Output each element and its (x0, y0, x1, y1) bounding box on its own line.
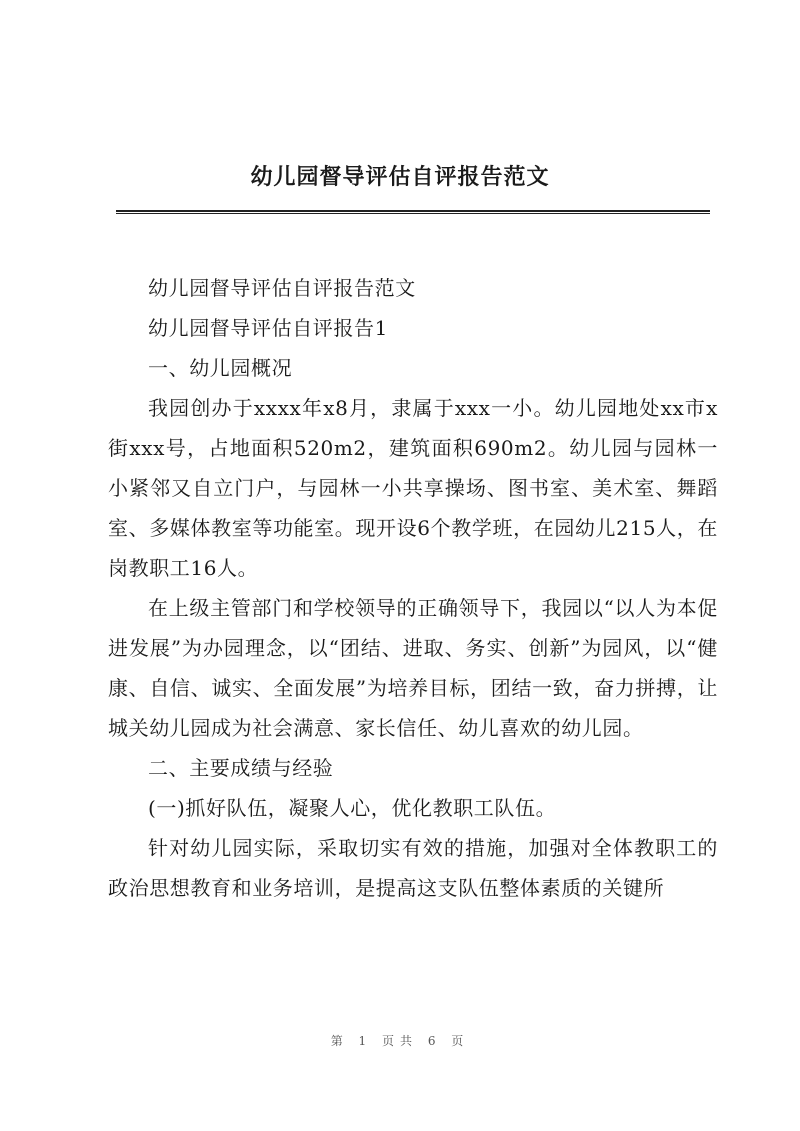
document-body (108, 268, 718, 908)
paragraph-report-title: 幼儿园督导评估自评报告1 (148, 316, 388, 340)
paragraph-section-2: 二、主要成绩与经验 (148, 756, 334, 780)
page-number: 第 1 页共 6 页 (330, 1034, 470, 1048)
paragraph-section-1: 一、幼儿园概况 (148, 356, 293, 380)
paragraph-subsection-1: (一)抓好队伍，凝聚人心，优化教职工队伍。 (148, 796, 557, 820)
page-title: 幼儿园督导评估自评报告范文 (250, 164, 550, 190)
title-divider (116, 210, 710, 214)
paragraph-heading-repeat: 幼儿园督导评估自评报告范文 (148, 276, 416, 300)
paragraph-philosophy: 在上级主管部门和学校领导的正确领导下，我园以“以人为本促进发展”为办园理念，以“团结、进取、务实、创新”为园风，以“健康、自信、诚实、全面发展”为培养目标，团结一致，奋力拼搏，让城关幼儿园成为社会满意、家长信任、幼儿喜欢的幼儿园。 (108, 596, 718, 740)
paragraph-training: 针对幼儿园实际，采取切实有效的措施，加强对全体教职工的政治思想教育和业务培训，是提高这支队伍整体素质的关键所 (108, 836, 718, 900)
paragraph-overview: 我园创办于xxxx年x8月，隶属于xxx一小。幼儿园地处xx市x街xxx号，占地面积520m2，建筑面积690m2。幼儿园与园林一小紧邻又自立门户，与园林一小共享操场、图书室、美术室、舞蹈室、多媒体教室等功能室。现开设6个教学班，在园幼儿215人，在岗教职工16人。 (108, 396, 718, 580)
